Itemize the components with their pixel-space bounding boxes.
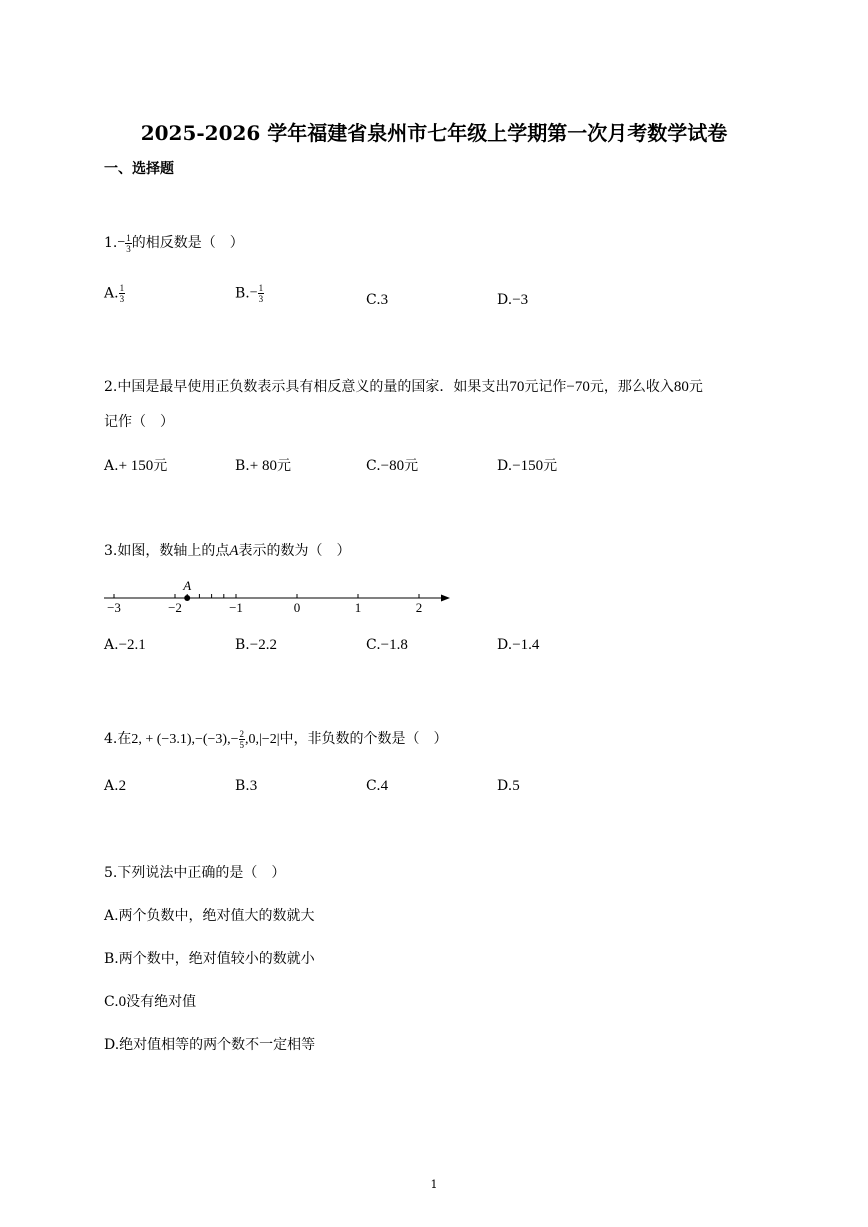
q1-option-b[interactable]: B.− $\frac{1}{3}$ xyxy=(235,283,264,304)
section-heading: 一、选择题 xyxy=(104,161,174,177)
q3-option-a[interactable]: A.−2.1 xyxy=(104,637,146,653)
q5-option-a[interactable]: A.两个负数中，绝对值大的数就大 xyxy=(104,908,315,924)
question-2-stem-line2: 记作（ ） xyxy=(104,414,174,430)
q3-option-c[interactable]: C.−1.8 xyxy=(366,637,408,653)
page-number: 1 xyxy=(430,1178,438,1191)
point-a-label: A xyxy=(183,578,192,593)
q1-frac-sign: − xyxy=(117,235,126,250)
q4-fraction: $\frac{2}{5}$ xyxy=(239,728,244,750)
q2-option-a[interactable]: A.+ 150元 xyxy=(104,458,168,474)
q1-option-a-fraction: $\frac{1}{3}$ xyxy=(119,283,125,304)
q3-option-d[interactable]: D.−1.4 xyxy=(497,637,540,653)
page-title: 2025-2026 学年福建省泉州市七年级上学期第一次月考数学试卷 xyxy=(140,121,728,145)
q1-option-a[interactable]: A. $\frac{1}{3}$ xyxy=(104,283,125,304)
q3-option-b[interactable]: B.−2.2 xyxy=(235,637,277,653)
q5-option-b[interactable]: B.两个数中，绝对值较小的数就小 xyxy=(104,951,315,967)
q1-fraction: $\frac{1}{3}$ xyxy=(126,232,131,254)
number-line-label: 2 xyxy=(415,600,423,615)
q1-option-c[interactable]: C.3 xyxy=(366,292,389,308)
q2-option-b[interactable]: B.+ 80元 xyxy=(235,458,291,474)
q1-suffix: 的相反数是（ ） xyxy=(131,235,244,251)
q1-prefix: 1. xyxy=(104,235,118,251)
q1-option-d[interactable]: D.−3 xyxy=(497,292,529,308)
q1-option-b-fraction: $\frac{1}{3}$ xyxy=(258,283,264,304)
number-line-label: 0 xyxy=(293,600,301,615)
q5-option-d[interactable]: D.绝对值相等的两个数不一定相等 xyxy=(104,1037,316,1053)
number-line-label: −2 xyxy=(168,600,182,615)
q4-option-d[interactable]: D.5 xyxy=(497,778,520,794)
number-line-label: 1 xyxy=(354,600,362,615)
question-2-stem-line1: 2.中国是最早使用正负数表示具有相反意义的量的国家．如果支出70元记作−70元，那么收入80元 xyxy=(104,379,703,395)
number-line-label: −1 xyxy=(229,600,243,615)
question-1-stem xyxy=(104,232,244,254)
number-line-arrow xyxy=(441,595,450,602)
q5-option-c[interactable]: C.0没有绝对值 xyxy=(104,994,197,1010)
point-a-dot xyxy=(184,595,190,601)
question-5-stem: 5.下列说法中正确的是（ ） xyxy=(104,865,286,881)
number-line xyxy=(100,574,460,622)
q4-option-c[interactable]: C.4 xyxy=(366,778,389,794)
q2-option-c[interactable]: C.−80元 xyxy=(366,458,419,474)
question-3-stem: 3.如图，数轴上的点A表示的数为（ ） xyxy=(104,543,351,559)
q4-option-b[interactable]: B.3 xyxy=(235,778,258,794)
q2-option-d[interactable]: D.−150元 xyxy=(497,458,558,474)
q4-option-a[interactable]: A.2 xyxy=(104,778,127,794)
question-4-stem: 4.在2, + (−3.1),−(−3),− $\frac{2}{5}$ ,0,|−2|中，非负数的个数是（ ） xyxy=(104,728,448,750)
number-line-label: −3 xyxy=(107,600,121,615)
